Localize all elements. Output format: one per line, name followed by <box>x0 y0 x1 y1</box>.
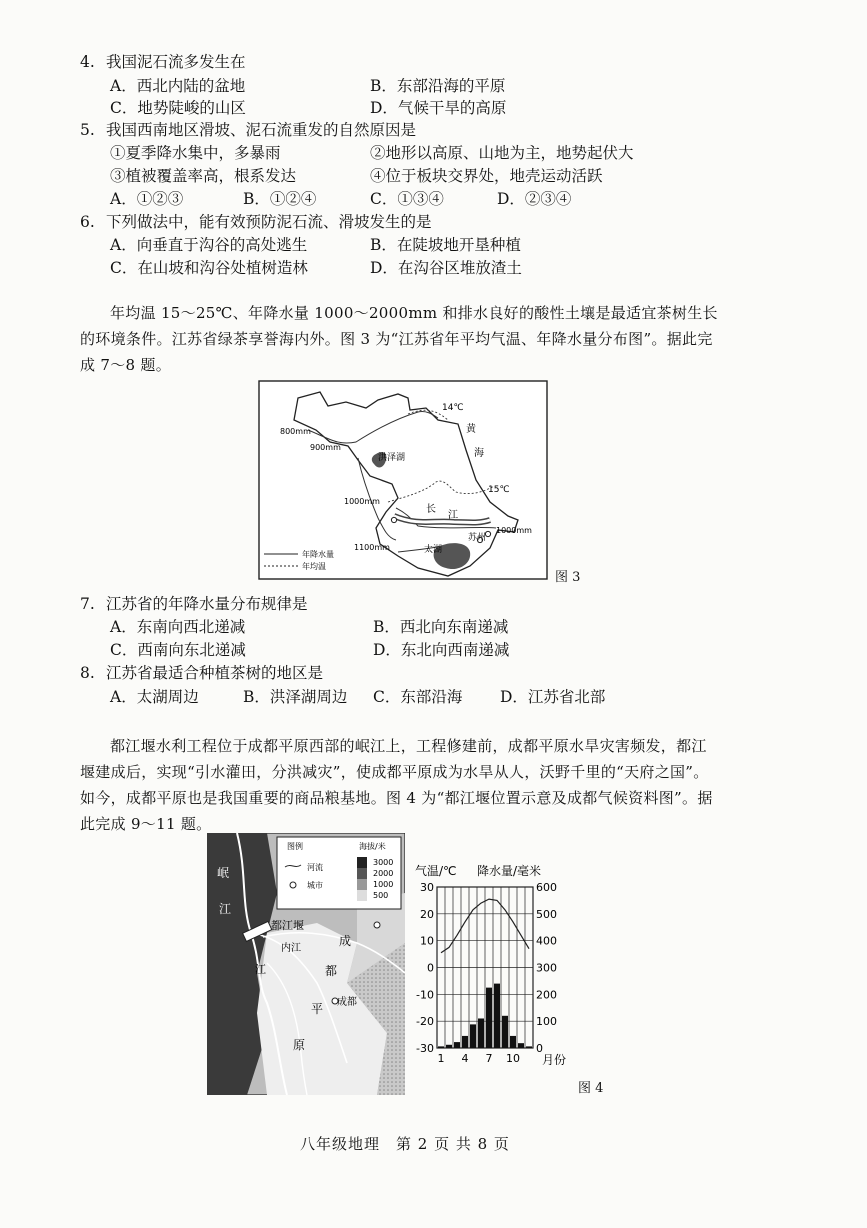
temp-tick-label: 20 <box>420 907 434 921</box>
isohyet-1000-west: 1000mm <box>344 497 380 506</box>
yangtze-label-1: 长 <box>426 504 436 515</box>
temp-axis-label: 气温/℃ <box>415 864 457 878</box>
plain-label-ping: 平 <box>311 1002 324 1016</box>
precip-bar <box>438 1046 444 1048</box>
neijiang-label: 内江 <box>281 943 301 954</box>
dujiangyan-map <box>207 833 405 1095</box>
figure-4-caption: 图 4 <box>578 1081 604 1096</box>
month-tick-label: 10 <box>506 1052 520 1065</box>
jiangsu-map <box>258 380 548 580</box>
precip-bar <box>478 1018 484 1048</box>
chengdu-label: 成都 <box>337 997 357 1008</box>
question-number: 8. <box>80 664 95 682</box>
map-elevation-title: 海拔/米 <box>359 842 386 851</box>
precip-axis-label: 降水量/毫米 <box>477 864 542 878</box>
option-d: D．气候干旱的高原 <box>370 99 507 117</box>
isohyet-800: 800mm <box>280 427 311 436</box>
taihu-label: 太湖 <box>424 545 443 555</box>
option-c: C．东部沿海 <box>373 688 463 706</box>
yellow-sea-label-1: 黄 <box>466 424 476 435</box>
option-c: C．①③④ <box>370 190 444 208</box>
waijiang-label: 江 <box>255 963 266 976</box>
precip-tick-label: 100 <box>536 1015 557 1029</box>
question-number: 4. <box>80 53 95 71</box>
elev-2000: 2000 <box>373 869 394 878</box>
isohyet-1100: 1100mm <box>354 543 390 552</box>
chart-grid <box>437 887 533 1048</box>
statement-2: ②地形以高原、山地为主，地势起伏大 <box>370 144 634 162</box>
question-stem: 下列做法中，能有效预防泥石流、滑坡发生的是 <box>106 213 432 231</box>
temp-tick-label: -20 <box>416 1015 434 1029</box>
option-a: A．①②③ <box>110 190 184 208</box>
option-a: A．东南向西北递减 <box>110 618 246 636</box>
statement-3: ③植被覆盖率高，根系发达 <box>110 167 297 185</box>
yangtze-label-2: 江 <box>448 510 458 521</box>
precip-bar <box>494 984 500 1048</box>
passage-tea: 年均温 15～25℃、年降水量 1000～2000mm 和排水良好的酸性土壤是最适宜茶树生长的环境条件。江苏省绿茶享誉海内外。图 3 为“江苏省年平均气温、年降水量分布图”。据此完成 7～8 题。 <box>80 304 718 374</box>
precip-tick-label: 600 <box>536 881 557 894</box>
isotherm-15: 15℃ <box>488 485 510 495</box>
month-axis-label: 月份 <box>542 1053 567 1067</box>
legend-river: 河流 <box>307 863 323 872</box>
option-c: C．地势陡峻的山区 <box>110 99 246 117</box>
question-stem: 江苏省的年降水量分布规律是 <box>106 595 308 613</box>
dujiangyan-label: 都江堰 <box>271 919 304 932</box>
precip-tick-label: 400 <box>536 934 557 948</box>
temp-tick-label: -30 <box>416 1042 434 1055</box>
option-b: B．①②④ <box>243 190 317 208</box>
option-d: D．江苏省北部 <box>500 688 606 706</box>
minjiang-label-2: 江 <box>219 902 232 916</box>
option-d: D．②③④ <box>497 190 572 208</box>
precip-bar <box>510 1036 516 1048</box>
option-a: A．向垂直于沟谷的高处逃生 <box>110 236 308 254</box>
elev-1000: 1000 <box>373 880 394 889</box>
option-a: A．西北内陆的盆地 <box>110 77 246 95</box>
precip-bar <box>502 1016 508 1048</box>
temp-tick-label: 0 <box>427 961 434 975</box>
question-8 <box>80 661 323 685</box>
temp-tick-label: -10 <box>416 988 434 1002</box>
plain-label-cheng: 成 <box>339 934 352 948</box>
isohyet-1000-east: 1000mm <box>496 526 532 535</box>
temp-tick-label: 30 <box>420 881 434 894</box>
isotherm-14: 14℃ <box>442 403 464 413</box>
question-number: 7. <box>80 595 95 613</box>
hongze-lake-label: 洪泽湖 <box>378 453 406 463</box>
question-stem: 我国泥石流多发生在 <box>106 53 246 71</box>
option-d: D．在沟谷区堆放渣土 <box>370 259 522 277</box>
option-c: C．在山坡和沟谷处植树造林 <box>110 259 308 277</box>
climate-chart <box>405 855 585 1070</box>
isohyet-900: 900mm <box>310 443 341 452</box>
yellow-sea-label-2: 海 <box>474 448 484 459</box>
precip-bar <box>462 1036 468 1048</box>
option-c: C．西南向东北递减 <box>110 641 246 659</box>
statement-4: ④位于板块交界处，地壳运动活跃 <box>370 167 603 185</box>
figure-3-caption: 图 3 <box>555 570 581 585</box>
map-legend-title: 图例 <box>287 842 303 851</box>
elev-500: 500 <box>373 891 389 900</box>
option-b: B．西北向东南递减 <box>373 618 509 636</box>
month-tick-label: 4 <box>461 1052 469 1065</box>
plain-label-yuan: 原 <box>293 1038 306 1052</box>
plain-label-du: 都 <box>325 964 338 978</box>
precip-bar <box>470 1024 476 1048</box>
minjiang-label-1: 岷 <box>217 866 230 880</box>
question-5 <box>80 118 416 142</box>
legend-city: 城市 <box>307 881 323 890</box>
elev-3000: 3000 <box>373 858 394 867</box>
passage-dujiangyan: 都江堰水利工程位于成都平原西部的岷江上，工程修建前，成都平原水旱灾害频发，都江堰建成后，实现“引水灌田，分洪减灾”，使成都平原成为水旱从人，沃野千里的“天府之国”。如今，成都平原也是我国重要的商品粮基地。图 4 为“都江堰位置示意及成都气候资料图”。据此完成 9～11 题。 <box>80 737 713 833</box>
suzhou-label: 苏州 <box>468 533 487 543</box>
precip-bar <box>454 1042 460 1048</box>
precip-tick-label: 300 <box>536 961 557 975</box>
question-6 <box>80 210 432 234</box>
precip-tick-label: 500 <box>536 907 557 921</box>
month-tick-label: 7 <box>485 1052 493 1065</box>
page-footer: 八年级地理 第 2 页 共 8 页 <box>300 1135 510 1153</box>
question-7 <box>80 592 308 616</box>
option-b: B．在陡坡地开垦种植 <box>370 236 521 254</box>
statement-1: ①夏季降水集中，多暴雨 <box>110 144 281 162</box>
question-stem: 我国西南地区滑坡、泥石流重发的自然原因是 <box>106 121 417 139</box>
precip-bar <box>446 1045 452 1048</box>
temp-tick-label: 10 <box>420 934 434 948</box>
option-b: B．洪泽湖周边 <box>243 688 348 706</box>
option-b: B．东部沿海的平原 <box>370 77 506 95</box>
question-stem: 江苏省最适合种植茶树的地区是 <box>106 664 324 682</box>
precip-bar <box>486 988 492 1048</box>
legend-temperature: 年均温 <box>302 562 326 571</box>
question-number: 5. <box>80 121 95 139</box>
option-d: D．东北向西南递减 <box>373 641 510 659</box>
precip-bar <box>526 1046 532 1048</box>
question-4 <box>80 50 246 74</box>
legend-rainfall: 年降水量 <box>302 550 334 559</box>
option-a: A．太湖周边 <box>110 688 199 706</box>
precip-tick-label: 0 <box>536 1042 543 1055</box>
question-number: 6. <box>80 213 95 231</box>
precip-bar <box>518 1043 524 1048</box>
precip-tick-label: 200 <box>536 988 557 1002</box>
month-tick-label: 1 <box>437 1052 445 1065</box>
